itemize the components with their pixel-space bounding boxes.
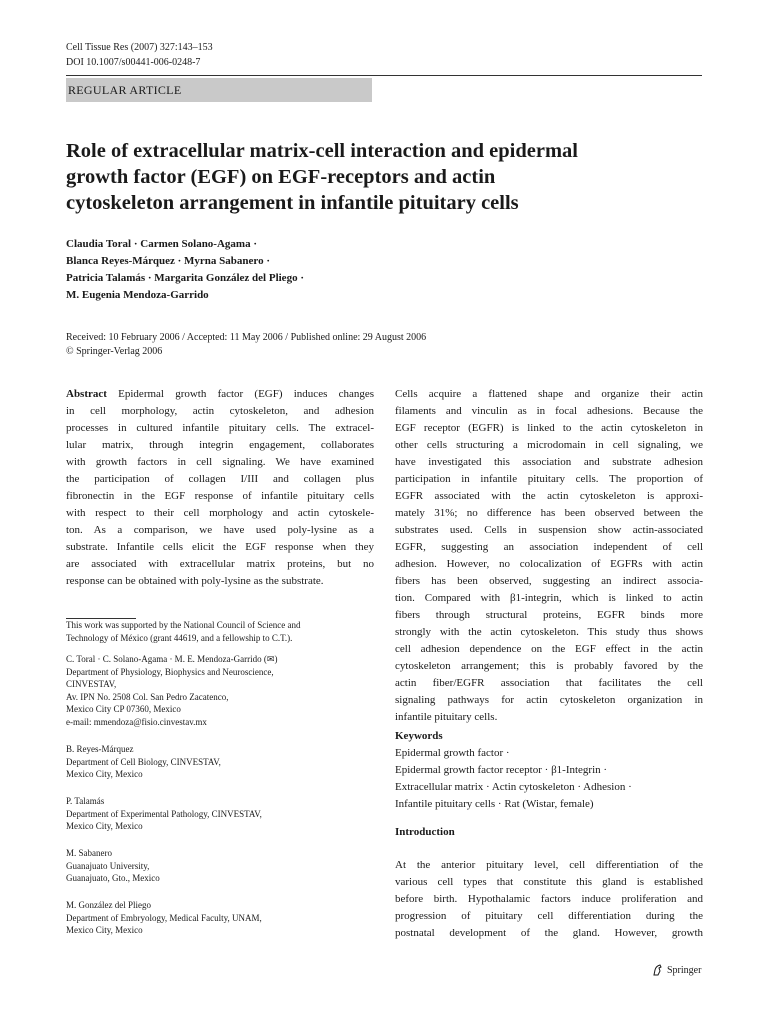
title-line: cytoskeleton arrangement in infantile pituitary cells [66, 192, 519, 214]
springer-horse-icon [652, 964, 664, 976]
abstract-line: response can be obtained with poly-lysine as the substrate. [66, 575, 324, 587]
affiliation-line: Department of Experimental Pathology, CINVESTAV, [66, 808, 262, 819]
abstract-line: substrates used. Cells in suspension show actin-associated [395, 524, 703, 536]
intro-line: progression of pituitary cell differentiation during the [395, 910, 703, 922]
abstract-line: lular matrix, through integrin engagement, collaborates [66, 439, 374, 451]
affiliation-line: Mexico City, Mexico [66, 769, 143, 779]
affiliation-line: C. Toral · C. Solano-Agama · M. E. Mendoza-Garrido (✉) [66, 654, 278, 664]
keyword-line: Infantile pituitary cells · Rat (Wistar, female) [395, 798, 594, 810]
keyword-line: Epidermal growth factor receptor · β1-Integrin · [395, 764, 608, 776]
article-title [66, 138, 706, 216]
received-dates: Received: 10 February 2006 / Accepted: 11 May 2006 / Published online: 29 August 2006 [66, 332, 427, 343]
abstract-line: mately 31%; no difference has been observed between the [395, 507, 703, 519]
publisher-logo [652, 964, 701, 976]
journal-citation: Cell Tissue Res (2007) 327:143–153 [66, 42, 213, 53]
abstract-line: actin fiber/EGFR association that facilitates the cell [395, 677, 703, 689]
affiliation-line: Av. IPN No. 2508 Col. San Pedro Zacatenco, [66, 691, 229, 702]
abstract-line: strongly with the actin cytoskeleton. This study thus shows [395, 626, 703, 638]
abstract-line: tion. Compared with β1-integrin, which is linked to actin [395, 592, 703, 604]
article-type-banner: REGULAR ARTICLE [66, 78, 372, 102]
affiliation-block [66, 795, 374, 833]
copyright: © Springer-Verlag 2006 [66, 346, 163, 357]
abstract-line: substrate. Infantile cells elicit the EGF response when they [66, 541, 374, 553]
affiliation-line: M. Sabanero [66, 848, 112, 858]
keywords-first-line [395, 728, 703, 762]
abstract-line: in cell morphology, actin cytoskeleton, and adhesion [66, 405, 374, 417]
funding-line: Technology of México (grant 44619, and a fellowship to C.T.). [66, 633, 293, 643]
abstract-line: infantile pituitary cells. [395, 711, 498, 723]
affiliation-line: B. Reyes-Márquez [66, 744, 134, 754]
keywords [395, 728, 703, 813]
abstract-line: with respect to their cell morphology and actin cytoskele- [66, 507, 374, 519]
abstract-line: EGFR associated with the actin cytoskeleton is approxi- [395, 490, 703, 502]
abstract-text: Epidermal growth factor (EGF) induces changes [118, 388, 374, 400]
abstract-line: have investigated this association and substrate adhesion [395, 456, 703, 468]
abstract-line: fibers through structural proteins, EGFR binds more [395, 609, 703, 621]
affiliation-block [66, 847, 374, 885]
abstract-line: the participation of collagen I/III and collagen plus [66, 473, 374, 485]
abstract-line: filaments and vinculin as in focal adhesions. Because the [395, 405, 703, 417]
abstract-line: cytoskeleton arrangement; this is probably favored by the [395, 660, 703, 672]
author-list [66, 236, 304, 304]
affiliation-line: M. González del Pliego [66, 900, 151, 910]
intro-line: At the anterior pituitary level, cell differentiation of the [395, 859, 703, 871]
abstract-line: signaling pathways for actin cytoskeleton organization in [395, 694, 703, 706]
abstract-line: fibers has been observed, suggesting an indirect associa- [395, 575, 703, 587]
journal-doi[interactable]: DOI 10.1007/s00441-006-0248-7 [66, 57, 201, 68]
affiliation-block [66, 743, 374, 781]
keywords-label: Keywords [395, 730, 443, 742]
affiliation-line: Guanajuato, Gto., Mexico [66, 873, 160, 883]
affiliation-line: Guanajuato University, [66, 860, 150, 871]
title-line: Role of extracellular matrix-cell interaction and epidermal [66, 140, 578, 162]
author-line: M. Eugenia Mendoza-Garrido [66, 289, 209, 301]
abstract-label: Abstract [66, 388, 107, 400]
abstract-line: are associated with extracellular matrix proteins, but no [66, 558, 374, 570]
intro-line: postnatal development of the gland. However, growth [395, 927, 703, 939]
title-line: growth factor (EGF) on EGF-receptors and actin [66, 166, 496, 188]
funding-line: This work was supported by the National Council of Science and [66, 620, 301, 630]
affiliation-line: Mexico City CP 07360, Mexico [66, 704, 181, 714]
author-line: Blanca Reyes-Márquez · Myrna Sabanero · [66, 255, 270, 267]
abstract-line: EGFR, suggesting an association independent of cell [395, 541, 703, 553]
affiliation-line: Department of Embryology, Medical Faculty, UNAM, [66, 912, 262, 923]
abstract-first-line [66, 386, 374, 403]
intro-line: before birth. Hypothalamic factors induce proliferation and [395, 893, 703, 905]
affiliation-block [66, 653, 374, 728]
abstract-line: participation in infantile pituitary cells. The proportion of [395, 473, 703, 485]
abstract-line: processes in cultured infantile pituitary cells. The extracel- [66, 422, 374, 434]
funding-footnote [66, 619, 374, 645]
abstract-line: Cells acquire a flattened shape and organize their actin [395, 388, 703, 400]
section-heading-introduction: Introduction [395, 826, 455, 838]
affiliation-line: Department of Physiology, Biophysics and Neuroscience, [66, 666, 274, 677]
abstract-continuation [395, 386, 703, 726]
abstract-line: with growth factors in cell signaling. We have examined [66, 456, 374, 468]
journal-header [66, 40, 213, 70]
intro-line: various cell types that constitute this gland is established [395, 876, 703, 888]
header-rule [66, 75, 702, 76]
abstract-line: EGF receptor (EGFR) is linked to the actin cytoskeleton in [395, 422, 703, 434]
publisher-name: Springer [667, 964, 702, 976]
abstract-line: cell adhesion dependence on the EGF effect in the actin [395, 643, 703, 655]
affiliation-line: CINVESTAV, [66, 679, 117, 689]
abstract-line: ton. As a comparison, we have used poly-lysine as a [66, 524, 374, 536]
introduction-text [395, 857, 703, 942]
affiliation-line: Department of Cell Biology, CINVESTAV, [66, 756, 221, 767]
author-line: Claudia Toral · Carmen Solano-Agama · [66, 238, 257, 250]
affiliation-line: Mexico City, Mexico [66, 925, 143, 935]
keyword-line: Extracellular matrix · Actin cytoskeleton · Adhesion · [395, 781, 632, 793]
keyword-text: Epidermal growth factor · [395, 747, 510, 759]
abstract-line: adhesion. However, no colocalization of EGFRs with actin [395, 558, 703, 570]
abstract [66, 386, 374, 590]
author-line: Patricia Talamás · Margarita González del Pliego · [66, 272, 304, 284]
publication-dates [66, 331, 426, 359]
affiliation-block [66, 899, 374, 937]
abstract-line: fibronectin in the EGF response of infantile pituitary cells [66, 490, 374, 502]
affiliation-line: P. Talamás [66, 796, 105, 806]
affiliation-line: Mexico City, Mexico [66, 821, 143, 831]
abstract-line: other cells structuring a microdomain in cell signaling, we [395, 439, 703, 451]
email-link[interactable]: e-mail: mmendoza@fisio.cinvestav.mx [66, 716, 207, 727]
